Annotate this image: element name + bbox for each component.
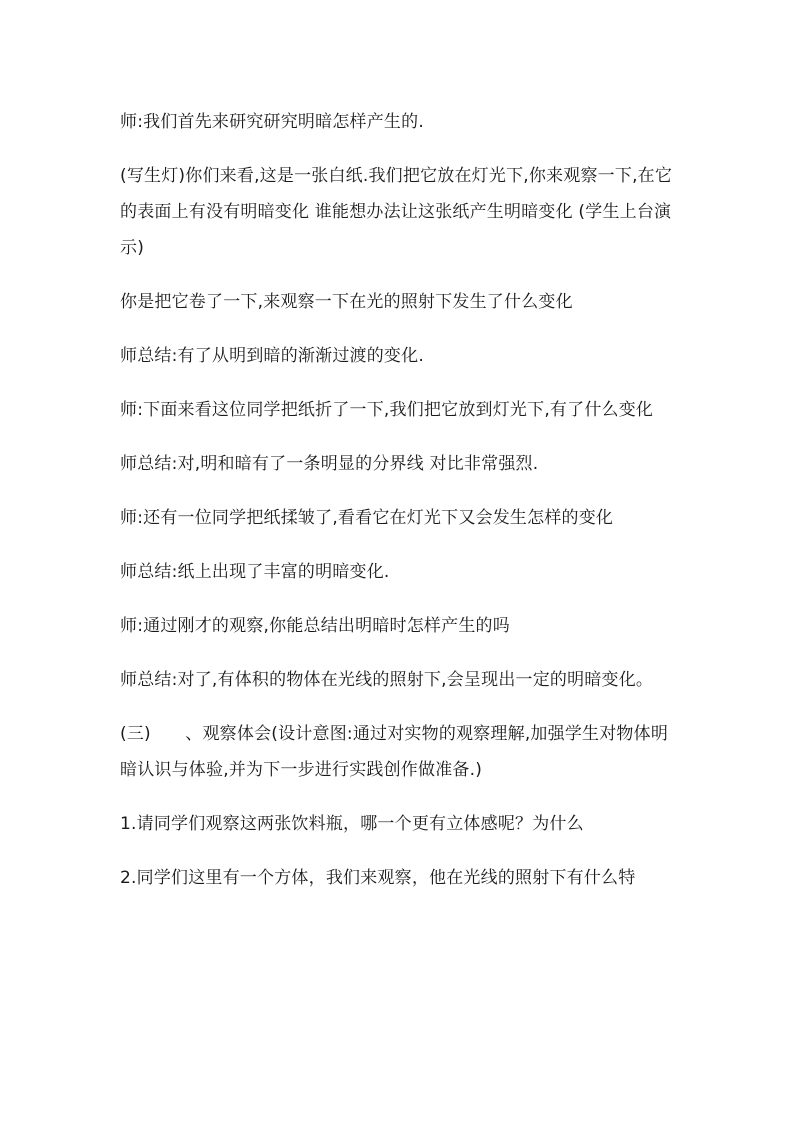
- paragraph-crumpled-paper: 师:还有一位同学把纸揉皱了,看看它在灯光下又会发生怎样的变化: [120, 508, 614, 528]
- paragraph-folded-paper: 师:下面来看这位同学把纸折了一下,我们把它放到灯光下,有了什么变化: [120, 400, 654, 420]
- section-heading-observe: (三) 、观察体会(设计意图:通过对实物的观察理解,加强学生对物体明暗认识与体验,并为下一步进行实践创作做准备.): [120, 724, 669, 780]
- paragraph-question-how: 师:通过刚才的观察,你能总结出明暗时怎样产生的吗: [120, 616, 510, 636]
- paragraph-summary-boundary: 师总结:对,明和暗有了一条明显的分界线 对比非常强烈.: [120, 454, 539, 474]
- paragraph-white-paper-demo: (写生灯)你们来看,这是一张白纸.我们把它放在灯光下,你来观察一下,在它的表面上有没有明暗变化 谁能想办法让这张纸产生明暗变化 (学生上台演示): [120, 166, 673, 258]
- paragraph-rolled-paper: 你是把它卷了一下,来观察一下在光的照射下发生了什么变化: [120, 292, 573, 312]
- paragraph-summary-rich: 师总结:纸上出现了丰富的明暗变化.: [120, 562, 390, 582]
- document-body: [120, 104, 680, 896]
- paragraph-teacher-intro: 师:我们首先来研究研究明暗怎样产生的.: [120, 112, 424, 132]
- paragraph-summary-volume: 师总结:对了,有体积的物体在光线的照射下,会呈现出一定的明暗变化。: [120, 670, 654, 690]
- list-item-bottles: 1.请同学们观察这两张饮料瓶，哪一个更有立体感呢？为什么: [120, 814, 584, 834]
- paragraph-summary-gradual: 师总结:有了从明到暗的渐渐过渡的变化.: [120, 346, 424, 366]
- list-item-cube: 2.同学们这里有一个方体，我们来观察，他在光线的照射下有什么特: [120, 868, 636, 888]
